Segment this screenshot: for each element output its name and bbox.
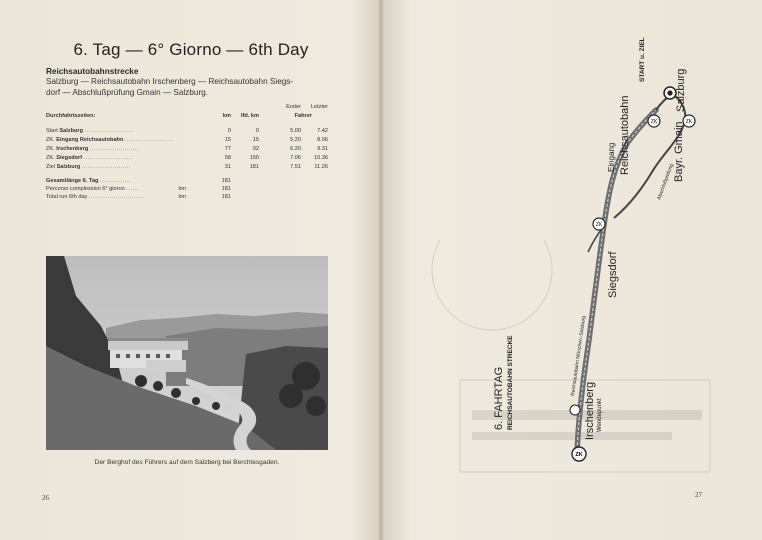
- times-row-last: 9.31: [317, 146, 328, 152]
- col-last-top: Letzter: [310, 104, 328, 110]
- label-strecke: REICHSAUTOBAHN STRECKE: [507, 335, 514, 430]
- times-row-km: 58: [224, 155, 231, 161]
- right-page: [382, 0, 762, 540]
- times-row-lfd-km: 15: [252, 137, 259, 143]
- total-row-de: [46, 178, 336, 186]
- times-header-top: [46, 104, 336, 112]
- times-row-label: Start Salzburg ........................: [46, 128, 134, 134]
- times-row-first: 6.20: [290, 146, 301, 152]
- total-row-en: [46, 194, 336, 202]
- wendepunkt-marker: [570, 405, 580, 415]
- total-row-it: [46, 186, 336, 194]
- times-row-lfd-km: 92: [252, 146, 259, 152]
- route-line-2: dorf — Abschlußprüfung Gmain — Salzburg.: [46, 87, 209, 97]
- times-row-last: 7.42: [317, 128, 328, 134]
- svg-text:ZK: ZK: [650, 119, 658, 125]
- page-number-right: 27: [695, 491, 702, 499]
- label-fahrtag: 6. FAHRTAG: [493, 366, 505, 430]
- times-row-km: 77: [224, 146, 231, 152]
- label-abschluss: Abschlußprüfung: [656, 163, 675, 201]
- times-row-lfd-km: 150: [249, 155, 259, 161]
- zk-marker-eingang: [648, 115, 660, 127]
- total-unit-it: km: [178, 186, 186, 192]
- col-lfd-km: lfd. km: [240, 113, 259, 119]
- col-driver: Fahrer: [294, 113, 312, 119]
- times-row-label: ZK. Siegsdorf ........................: [46, 155, 133, 161]
- times-row-lfd-km: 0: [255, 128, 259, 134]
- label-bayr-gmain: Bayr. Gmain: [673, 121, 685, 182]
- label-siegsdorf: Siegsdorf: [607, 251, 619, 298]
- total-value-it: 181: [221, 186, 231, 192]
- times-row-label: Ziel Salzburg ........................: [46, 164, 132, 170]
- times-row-label: ZK. Irschenberg ........................: [46, 146, 140, 152]
- times-row-first: 5.20: [290, 137, 301, 143]
- svg-text:ZK: ZK: [575, 452, 583, 458]
- times-row-last: 11.26: [314, 164, 328, 170]
- times-row-last: 10.36: [314, 155, 328, 161]
- times-row-km: 15: [224, 137, 231, 143]
- times-row-km: 0: [227, 128, 231, 134]
- label-rab-road: Reichsautobahn München–Salzburg: [570, 315, 588, 397]
- photo-caption: Der Berghof des Führers auf dem Salzberg bei Berchtesgaden.: [94, 459, 280, 466]
- times-row: [46, 137, 336, 145]
- route-heading: Reichsautobahnstrecke: [46, 67, 139, 76]
- times-row-label: ZK. Eingang Reichsautobahn ........................: [46, 137, 175, 143]
- zk-marker-irschenberg: [572, 447, 586, 461]
- total-value-de: 181: [221, 178, 231, 184]
- times-header: [46, 113, 336, 121]
- route-line-1: Salzburg — Reichsautobahn Irschenberg — Reichsautobahn Siegs-: [46, 77, 294, 86]
- label-eingang: Eingang: [607, 142, 616, 172]
- total-label-de: Gesamtlänge 6. Tag ...............: [46, 178, 131, 184]
- total-label-en: Total run 6th day ...........................: [46, 194, 145, 200]
- times-row: [46, 146, 336, 154]
- times-row-last: 8.06: [317, 137, 328, 143]
- times-row-first: 5.00: [290, 128, 301, 134]
- berghof-photo: [46, 256, 328, 450]
- route-description: [46, 77, 336, 98]
- times-row-first: 7.06: [290, 155, 301, 161]
- start-ziel-center: [667, 90, 672, 95]
- col-first-top: Erster: [286, 104, 301, 110]
- label-wendepunkt: Wendepunkt: [597, 398, 603, 432]
- total-label-it: Percorso complessivo 6° giorno ......: [46, 186, 139, 192]
- label-start-ziel: START u. ZIEL: [639, 37, 646, 82]
- total-unit-en: km: [178, 194, 186, 200]
- berghof-photo-image: [46, 256, 328, 450]
- page-title: 6. Tag — 6° Giorno — 6th Day: [73, 40, 309, 59]
- times-row-first: 7.51: [290, 164, 301, 170]
- left-page: [0, 0, 380, 540]
- zk-marker-siegsdorf: [593, 218, 605, 230]
- total-value-en: 181: [221, 194, 231, 200]
- label-salzburg: Salzburg: [675, 68, 687, 112]
- times-row: [46, 155, 336, 163]
- times-row: [46, 164, 336, 172]
- times-row-km: 31: [224, 164, 231, 170]
- page-number-left: 26: [42, 494, 49, 502]
- times-row: [46, 128, 336, 136]
- label-irschenberg: Irschenberg: [584, 381, 596, 440]
- svg-text:ZK: ZK: [685, 119, 693, 125]
- times-row-lfd-km: 181: [249, 164, 259, 170]
- route-map: [382, 0, 762, 540]
- times-label: Durchfahrtszeiten:: [46, 113, 96, 119]
- col-km: km: [222, 113, 231, 119]
- label-reichsautobahn: Reichsautobahn: [619, 95, 631, 175]
- svg-text:ZK: ZK: [595, 222, 603, 228]
